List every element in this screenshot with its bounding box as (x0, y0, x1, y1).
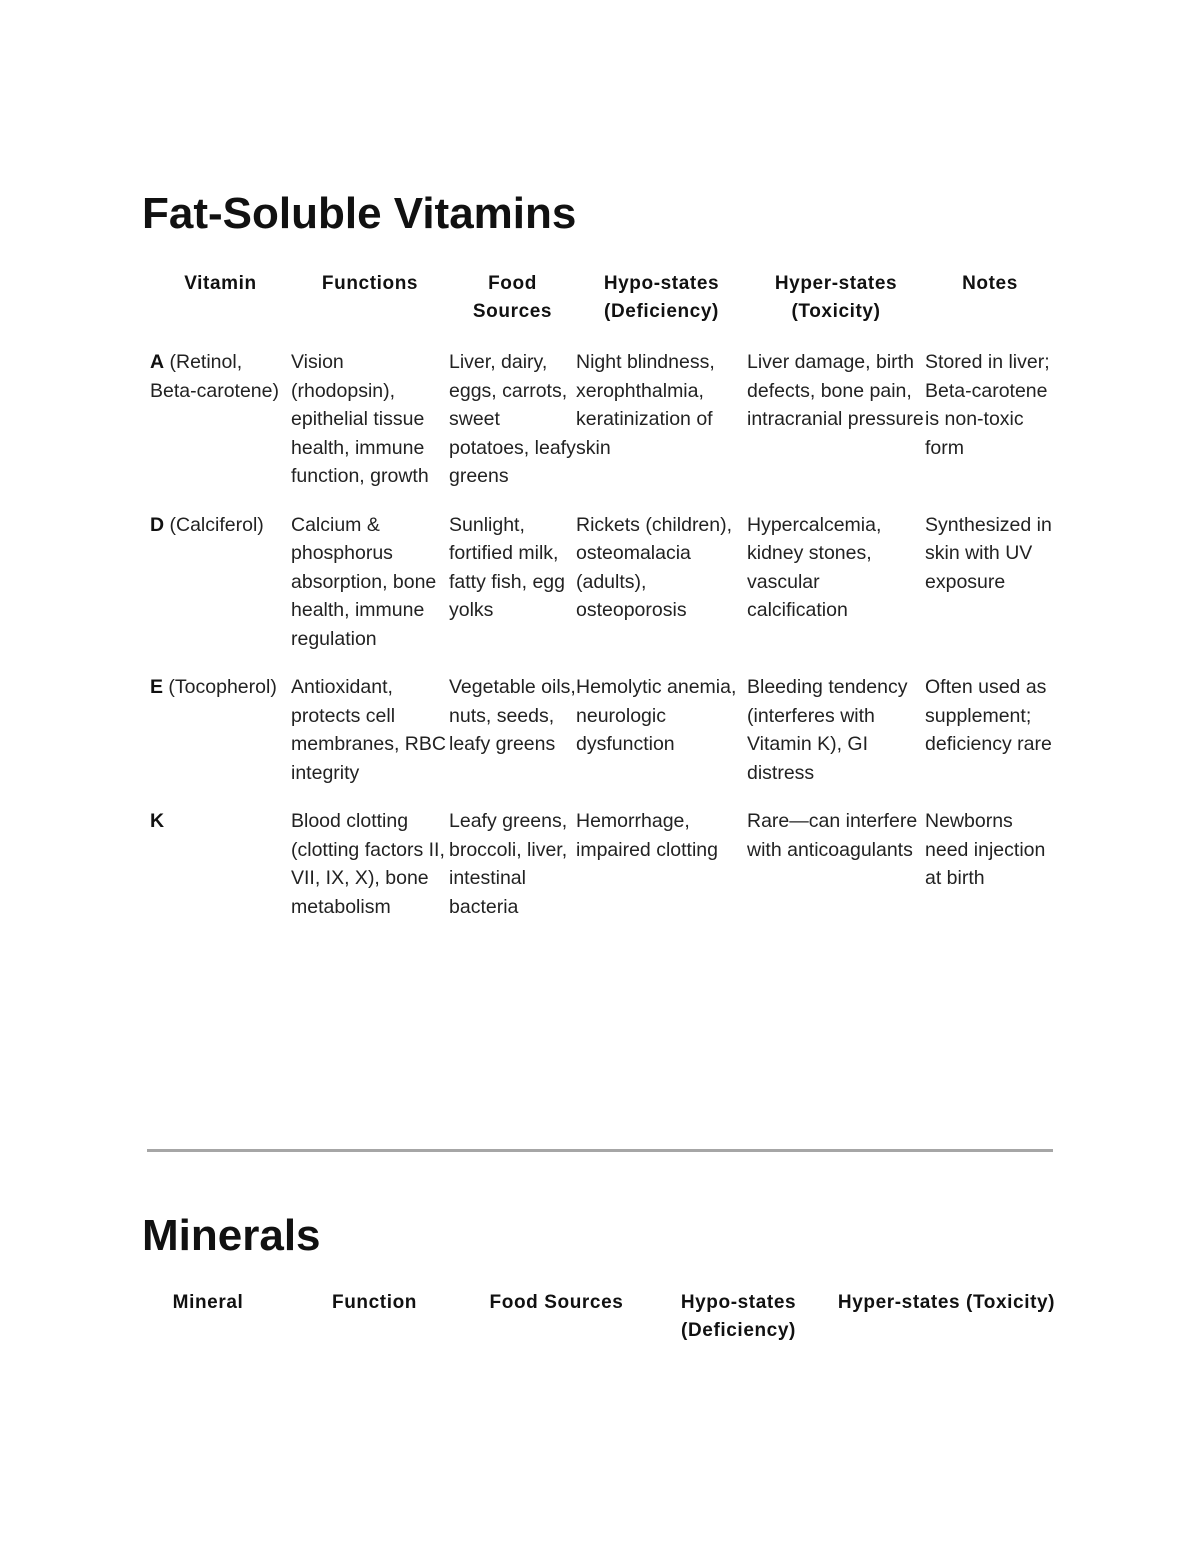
food-sources-cell: Liver, dairy, eggs, carrots, sweet potatoes, leafy greens (449, 351, 576, 487)
header-hyper-states: Hyper-states (Toxicity) (837, 1292, 1056, 1313)
table-row (150, 807, 1055, 941)
section-divider (147, 1149, 1053, 1152)
header-hyper-states: Hyper-states (Toxicity) (774, 273, 898, 322)
hyper-cell: Bleeding tendency (interferes with Vitamin K), GI distress (747, 676, 908, 784)
table-row (150, 673, 1055, 807)
header-food-sources: Food Sources (472, 273, 553, 322)
vitamins-section-title: Fat-Soluble Vitamins (142, 189, 577, 238)
hyper-cell: Rare—can interfere with anticoagulants (747, 810, 918, 861)
vitamins-header-row (150, 270, 1055, 348)
vitamin-cell (150, 348, 291, 511)
vitamin-letter: K (150, 810, 165, 832)
functions-cell: Calcium & phosphorus absorption, bone health, immune regulation (291, 513, 437, 650)
vitamin-cell (150, 511, 291, 674)
header-function: Function (331, 1292, 417, 1313)
minerals-table (133, 1289, 1063, 1345)
hyper-cell: Hypercalcemia, kidney stones, vascular calcification (747, 513, 882, 621)
table-row (150, 511, 1055, 674)
notes-cell: Newborns need injection at birth (925, 810, 1046, 889)
hypo-cell: Hemolytic anemia, neurologic dysfunction (576, 676, 737, 755)
vitamins-table (150, 270, 1055, 941)
vitamin-alias: (Tocopherol) (163, 676, 277, 698)
food-sources-cell: Sunlight, fortified milk, fatty fish, egg yolks (449, 513, 565, 621)
header-vitamin: Vitamin (184, 273, 257, 294)
functions-cell: Vision (rhodopsin), epithelial tissue health, immune function, growth (291, 351, 429, 487)
notes-cell: Synthesized in skin with UV exposure (925, 513, 1052, 593)
vitamin-letter: E (150, 676, 164, 698)
hypo-cell: Hemorrhage, impaired clotting (576, 810, 718, 861)
vitamin-alias: (Calciferol) (164, 513, 264, 536)
functions-cell: Antioxidant, protects cell membranes, RBC integrity (291, 676, 446, 784)
minerals-header-row (133, 1289, 1063, 1345)
header-functions: Functions (321, 273, 419, 294)
vitamin-cell (150, 673, 291, 807)
header-mineral: Mineral (172, 1292, 244, 1313)
vitamin-cell (150, 807, 291, 941)
minerals-section-title: Minerals (142, 1211, 321, 1260)
header-hypo-states: Hypo-states (Deficiency) (603, 273, 720, 322)
hypo-cell: Night blindness, xerophthalmia, keratinization of skin (576, 351, 715, 459)
header-notes: Notes (962, 273, 1018, 294)
header-food-sources: Food Sources (489, 1292, 624, 1313)
food-sources-cell: Leafy greens, broccoli, liver, intestinal bacteria (449, 810, 568, 918)
vitamin-alias: (Retinol, Beta-carotene) (150, 351, 279, 402)
table-row (150, 348, 1055, 511)
notes-cell: Often used as supplement; deficiency rare (925, 676, 1052, 755)
vitamin-letter: D (150, 513, 165, 536)
functions-cell: Blood clotting (clotting factors II, VII, IX, X), bone metabolism (291, 810, 445, 918)
hypo-cell: Rickets (children), osteomalacia (adults), osteoporosis (576, 513, 733, 621)
food-sources-cell: Vegetable oils, nuts, seeds, leafy greens (449, 676, 576, 755)
notes-cell: Stored in liver; Beta-carotene is non-toxic form (925, 351, 1050, 459)
header-hypo-states: Hypo-states (Deficiency) (680, 1292, 797, 1341)
hyper-cell: Liver damage, birth defects, bone pain, intracranial pressure (747, 351, 924, 430)
vitamin-letter: A (150, 351, 165, 373)
